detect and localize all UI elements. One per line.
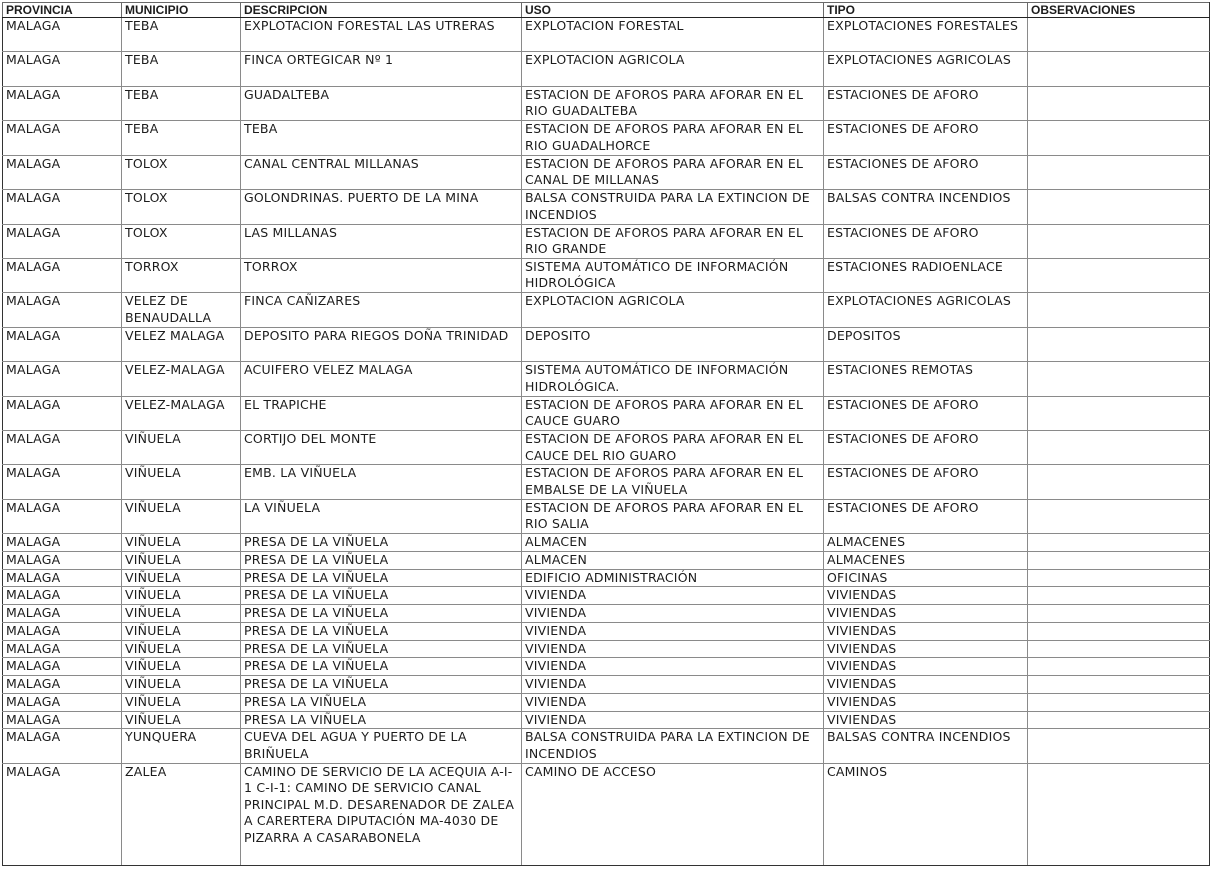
cell-tipo: EXPLOTACIONES FORESTALES (824, 18, 1028, 52)
cell-tipo: ALMACENES (824, 552, 1028, 570)
cell-observaciones (1028, 605, 1210, 623)
cell-tipo: ALMACENES (824, 534, 1028, 552)
cell-provincia: MALAGA (3, 396, 122, 430)
cell-provincia: MALAGA (3, 658, 122, 676)
cell-uso: VIVIENDA (522, 587, 824, 605)
cell-observaciones (1028, 327, 1210, 361)
cell-uso: VIVIENDA (522, 640, 824, 658)
cell-observaciones (1028, 258, 1210, 292)
cell-descripcion: GUADALTEBA (241, 86, 522, 120)
cell-observaciones (1028, 640, 1210, 658)
cell-observaciones (1028, 676, 1210, 694)
cell-uso: ESTACION DE AFOROS PARA AFORAR EN EL RIO GUADALHORCE (522, 121, 824, 155)
table-row (3, 258, 1210, 292)
table-row (3, 587, 1210, 605)
cell-descripcion: GOLONDRINAS. PUERTO DE LA MINA (241, 190, 522, 224)
table-row (3, 431, 1210, 465)
table-row (3, 534, 1210, 552)
cell-observaciones (1028, 431, 1210, 465)
cell-tipo: BALSAS CONTRA INCENDIOS (824, 190, 1028, 224)
cell-observaciones (1028, 52, 1210, 86)
cell-tipo: ESTACIONES DE AFORO (824, 396, 1028, 430)
cell-tipo: DEPOSITOS (824, 327, 1028, 361)
cell-provincia: MALAGA (3, 622, 122, 640)
cell-provincia: MALAGA (3, 729, 122, 763)
cell-tipo: ESTACIONES REMOTAS (824, 362, 1028, 396)
cell-municipio: TORROX (122, 258, 241, 292)
cell-tipo: ESTACIONES DE AFORO (824, 155, 1028, 189)
col-header-observaciones: OBSERVACIONES (1028, 3, 1210, 18)
cell-descripcion: TEBA (241, 121, 522, 155)
cell-descripcion: PRESA DE LA VIÑUELA (241, 622, 522, 640)
cell-provincia: MALAGA (3, 293, 122, 327)
cell-municipio: VELEZ MALAGA (122, 327, 241, 361)
cell-municipio: TEBA (122, 86, 241, 120)
cell-uso: BALSA CONSTRUIDA PARA LA EXTINCION DE INCENDIOS (522, 729, 824, 763)
cell-descripcion: TORROX (241, 258, 522, 292)
table-row (3, 763, 1210, 865)
cell-observaciones (1028, 190, 1210, 224)
cell-observaciones (1028, 534, 1210, 552)
cell-observaciones (1028, 693, 1210, 711)
cell-uso: VIVIENDA (522, 711, 824, 729)
cell-municipio: VIÑUELA (122, 676, 241, 694)
cell-observaciones (1028, 86, 1210, 120)
cell-municipio: VIÑUELA (122, 552, 241, 570)
cell-observaciones (1028, 763, 1210, 865)
cell-uso: VIVIENDA (522, 693, 824, 711)
cell-municipio: TEBA (122, 18, 241, 52)
table-row (3, 640, 1210, 658)
cell-municipio: VIÑUELA (122, 534, 241, 552)
header-row (3, 3, 1210, 18)
table-row (3, 622, 1210, 640)
cell-uso: VIVIENDA (522, 676, 824, 694)
cell-provincia: MALAGA (3, 552, 122, 570)
cell-municipio: ZALEA (122, 763, 241, 865)
cell-observaciones (1028, 18, 1210, 52)
cell-descripcion: CANAL CENTRAL MILLANAS (241, 155, 522, 189)
cell-tipo: VIVIENDAS (824, 658, 1028, 676)
cell-descripcion: PRESA DE LA VIÑUELA (241, 676, 522, 694)
table-row (3, 729, 1210, 763)
cell-provincia: MALAGA (3, 258, 122, 292)
cell-descripcion: CUEVA DEL AGUA Y PUERTO DE LA BRIÑUELA (241, 729, 522, 763)
cell-observaciones (1028, 465, 1210, 499)
cell-uso: ALMACEN (522, 552, 824, 570)
cell-provincia: MALAGA (3, 640, 122, 658)
cell-provincia: MALAGA (3, 569, 122, 587)
cell-provincia: MALAGA (3, 431, 122, 465)
cell-tipo: VIVIENDAS (824, 605, 1028, 623)
cell-observaciones (1028, 293, 1210, 327)
cell-provincia: MALAGA (3, 18, 122, 52)
col-header-uso: USO (522, 3, 824, 18)
table-row (3, 465, 1210, 499)
cell-tipo: EXPLOTACIONES AGRICOLAS (824, 52, 1028, 86)
cell-provincia: MALAGA (3, 121, 122, 155)
table-row (3, 18, 1210, 52)
cell-municipio: YUNQUERA (122, 729, 241, 763)
cell-provincia: MALAGA (3, 155, 122, 189)
cell-descripcion: LAS MILLANAS (241, 224, 522, 258)
cell-provincia: MALAGA (3, 86, 122, 120)
cell-tipo: VIVIENDAS (824, 587, 1028, 605)
cell-descripcion: LA VIÑUELA (241, 499, 522, 533)
cell-municipio: VIÑUELA (122, 499, 241, 533)
cell-descripcion: CORTIJO DEL MONTE (241, 431, 522, 465)
cell-municipio: VIÑUELA (122, 640, 241, 658)
cell-uso: ALMACEN (522, 534, 824, 552)
cell-observaciones (1028, 587, 1210, 605)
cell-tipo: ESTACIONES DE AFORO (824, 431, 1028, 465)
cell-uso: ESTACION DE AFOROS PARA AFORAR EN EL CANAL DE MILLANAS (522, 155, 824, 189)
cell-tipo: ESTACIONES DE AFORO (824, 86, 1028, 120)
cell-descripcion: EMB. LA VIÑUELA (241, 465, 522, 499)
cell-observaciones (1028, 121, 1210, 155)
cell-descripcion: FINCA CAÑIZARES (241, 293, 522, 327)
cell-observaciones (1028, 569, 1210, 587)
col-header-municipio: MUNICIPIO (122, 3, 241, 18)
cell-tipo: VIVIENDAS (824, 676, 1028, 694)
table-row (3, 605, 1210, 623)
cell-uso: VIVIENDA (522, 622, 824, 640)
cell-municipio: TOLOX (122, 224, 241, 258)
cell-descripcion: PRESA DE LA VIÑUELA (241, 552, 522, 570)
cell-tipo: ESTACIONES DE AFORO (824, 224, 1028, 258)
cell-provincia: MALAGA (3, 587, 122, 605)
cell-municipio: VIÑUELA (122, 622, 241, 640)
cell-tipo: ESTACIONES DE AFORO (824, 121, 1028, 155)
table-body (3, 18, 1210, 866)
cell-observaciones (1028, 362, 1210, 396)
cell-provincia: MALAGA (3, 224, 122, 258)
cell-uso: VIVIENDA (522, 658, 824, 676)
cell-descripcion: PRESA DE LA VIÑUELA (241, 587, 522, 605)
cell-descripcion: PRESA DE LA VIÑUELA (241, 658, 522, 676)
table-row (3, 396, 1210, 430)
cell-tipo: VIVIENDAS (824, 640, 1028, 658)
cell-uso: EXPLOTACION AGRICOLA (522, 293, 824, 327)
table-row (3, 362, 1210, 396)
cell-provincia: MALAGA (3, 499, 122, 533)
cell-provincia: MALAGA (3, 763, 122, 865)
cell-municipio: VIÑUELA (122, 711, 241, 729)
cell-descripcion: ACUIFERO VELEZ MALAGA (241, 362, 522, 396)
table-row (3, 86, 1210, 120)
table-row (3, 693, 1210, 711)
cell-observaciones (1028, 711, 1210, 729)
cell-uso: ESTACION DE AFOROS PARA AFORAR EN EL RIO SALIA (522, 499, 824, 533)
cell-uso: ESTACION DE AFOROS PARA AFORAR EN EL CAUCE DEL RIO GUARO (522, 431, 824, 465)
cell-observaciones (1028, 224, 1210, 258)
cell-observaciones (1028, 552, 1210, 570)
cell-municipio: TEBA (122, 121, 241, 155)
cell-descripcion: PRESA LA VIÑUELA (241, 693, 522, 711)
table-row (3, 552, 1210, 570)
cell-uso: BALSA CONSTRUIDA PARA LA EXTINCION DE INCENDIOS (522, 190, 824, 224)
cell-uso: SISTEMA AUTOMÁTICO DE INFORMACIÓN HIDROLÓGICA. (522, 362, 824, 396)
cell-municipio: VIÑUELA (122, 587, 241, 605)
cell-municipio: VELEZ-MALAGA (122, 362, 241, 396)
cell-provincia: MALAGA (3, 711, 122, 729)
cell-descripcion: PRESA DE LA VIÑUELA (241, 569, 522, 587)
cell-tipo: EXPLOTACIONES AGRICOLAS (824, 293, 1028, 327)
cell-descripcion: FINCA ORTEGICAR Nº 1 (241, 52, 522, 86)
cell-municipio: VIÑUELA (122, 693, 241, 711)
table-row (3, 499, 1210, 533)
cell-municipio: VIÑUELA (122, 605, 241, 623)
col-header-tipo: TIPO (824, 3, 1028, 18)
cell-tipo: ESTACIONES RADIOENLACE (824, 258, 1028, 292)
cell-provincia: MALAGA (3, 534, 122, 552)
cell-uso: VIVIENDA (522, 605, 824, 623)
cell-provincia: MALAGA (3, 190, 122, 224)
table-row (3, 293, 1210, 327)
cell-uso: EXPLOTACION FORESTAL (522, 18, 824, 52)
table-row (3, 224, 1210, 258)
table-row (3, 658, 1210, 676)
table-row (3, 569, 1210, 587)
cell-descripcion: EXPLOTACION FORESTAL LAS UTRERAS (241, 18, 522, 52)
cell-descripcion: PRESA DE LA VIÑUELA (241, 605, 522, 623)
cell-observaciones (1028, 155, 1210, 189)
cell-uso: EDIFICIO ADMINISTRACIÓN (522, 569, 824, 587)
cell-uso: SISTEMA AUTOMÁTICO DE INFORMACIÓN HIDROLÓGICA (522, 258, 824, 292)
cell-descripcion: EL TRAPICHE (241, 396, 522, 430)
cell-provincia: MALAGA (3, 605, 122, 623)
cell-tipo: CAMINOS (824, 763, 1028, 865)
col-header-provincia: PROVINCIA (3, 3, 122, 18)
cell-municipio: VIÑUELA (122, 431, 241, 465)
cell-municipio: VELEZ DE BENAUDALLA (122, 293, 241, 327)
cell-uso: CAMINO DE ACCESO (522, 763, 824, 865)
cell-descripcion: DEPOSITO PARA RIEGOS DOÑA TRINIDAD (241, 327, 522, 361)
cell-provincia: MALAGA (3, 52, 122, 86)
cell-descripcion: PRESA DE LA VIÑUELA (241, 640, 522, 658)
cell-observaciones (1028, 658, 1210, 676)
cell-descripcion: PRESA LA VIÑUELA (241, 711, 522, 729)
col-header-descripcion: DESCRIPCION (241, 3, 522, 18)
cell-municipio: TOLOX (122, 155, 241, 189)
table-row (3, 155, 1210, 189)
cell-tipo: ESTACIONES DE AFORO (824, 499, 1028, 533)
cell-uso: ESTACION DE AFOROS PARA AFORAR EN EL CAUCE GUARO (522, 396, 824, 430)
cell-tipo: OFICINAS (824, 569, 1028, 587)
cell-observaciones (1028, 396, 1210, 430)
cell-municipio: TOLOX (122, 190, 241, 224)
cell-tipo: VIVIENDAS (824, 622, 1028, 640)
table-row (3, 52, 1210, 86)
cell-municipio: TEBA (122, 52, 241, 86)
cell-municipio: VIÑUELA (122, 465, 241, 499)
cell-uso: ESTACION DE AFOROS PARA AFORAR EN EL RIO GRANDE (522, 224, 824, 258)
cell-observaciones (1028, 499, 1210, 533)
cell-uso: ESTACION DE AFOROS PARA AFORAR EN EL RIO GUADALTEBA (522, 86, 824, 120)
table-row (3, 676, 1210, 694)
cell-descripcion: PRESA DE LA VIÑUELA (241, 534, 522, 552)
table-row (3, 190, 1210, 224)
cell-uso: DEPOSITO (522, 327, 824, 361)
cell-municipio: VELEZ-MALAGA (122, 396, 241, 430)
cell-provincia: MALAGA (3, 465, 122, 499)
cell-provincia: MALAGA (3, 676, 122, 694)
cell-provincia: MALAGA (3, 327, 122, 361)
cell-municipio: VIÑUELA (122, 658, 241, 676)
cell-provincia: MALAGA (3, 362, 122, 396)
cell-tipo: ESTACIONES DE AFORO (824, 465, 1028, 499)
table-row (3, 121, 1210, 155)
document-table (2, 2, 1210, 866)
cell-observaciones (1028, 729, 1210, 763)
table-row (3, 327, 1210, 361)
cell-uso: ESTACION DE AFOROS PARA AFORAR EN EL EMBALSE DE LA VIÑUELA (522, 465, 824, 499)
cell-tipo: VIVIENDAS (824, 693, 1028, 711)
cell-tipo: BALSAS CONTRA INCENDIOS (824, 729, 1028, 763)
cell-observaciones (1028, 622, 1210, 640)
cell-uso: EXPLOTACION AGRICOLA (522, 52, 824, 86)
cell-descripcion: CAMINO DE SERVICIO DE LA ACEQUIA A-I-1 C-I-1: CAMINO DE SERVICIO CANAL PRINCIPAL M.D. DESARENADOR DE ZALEA A CARERTERA DIPUTACIÓN MA-4030 DE PIZARRA A CASARABONELA (241, 763, 522, 865)
table-row (3, 711, 1210, 729)
cell-municipio: VIÑUELA (122, 569, 241, 587)
cell-tipo: VIVIENDAS (824, 711, 1028, 729)
cell-provincia: MALAGA (3, 693, 122, 711)
